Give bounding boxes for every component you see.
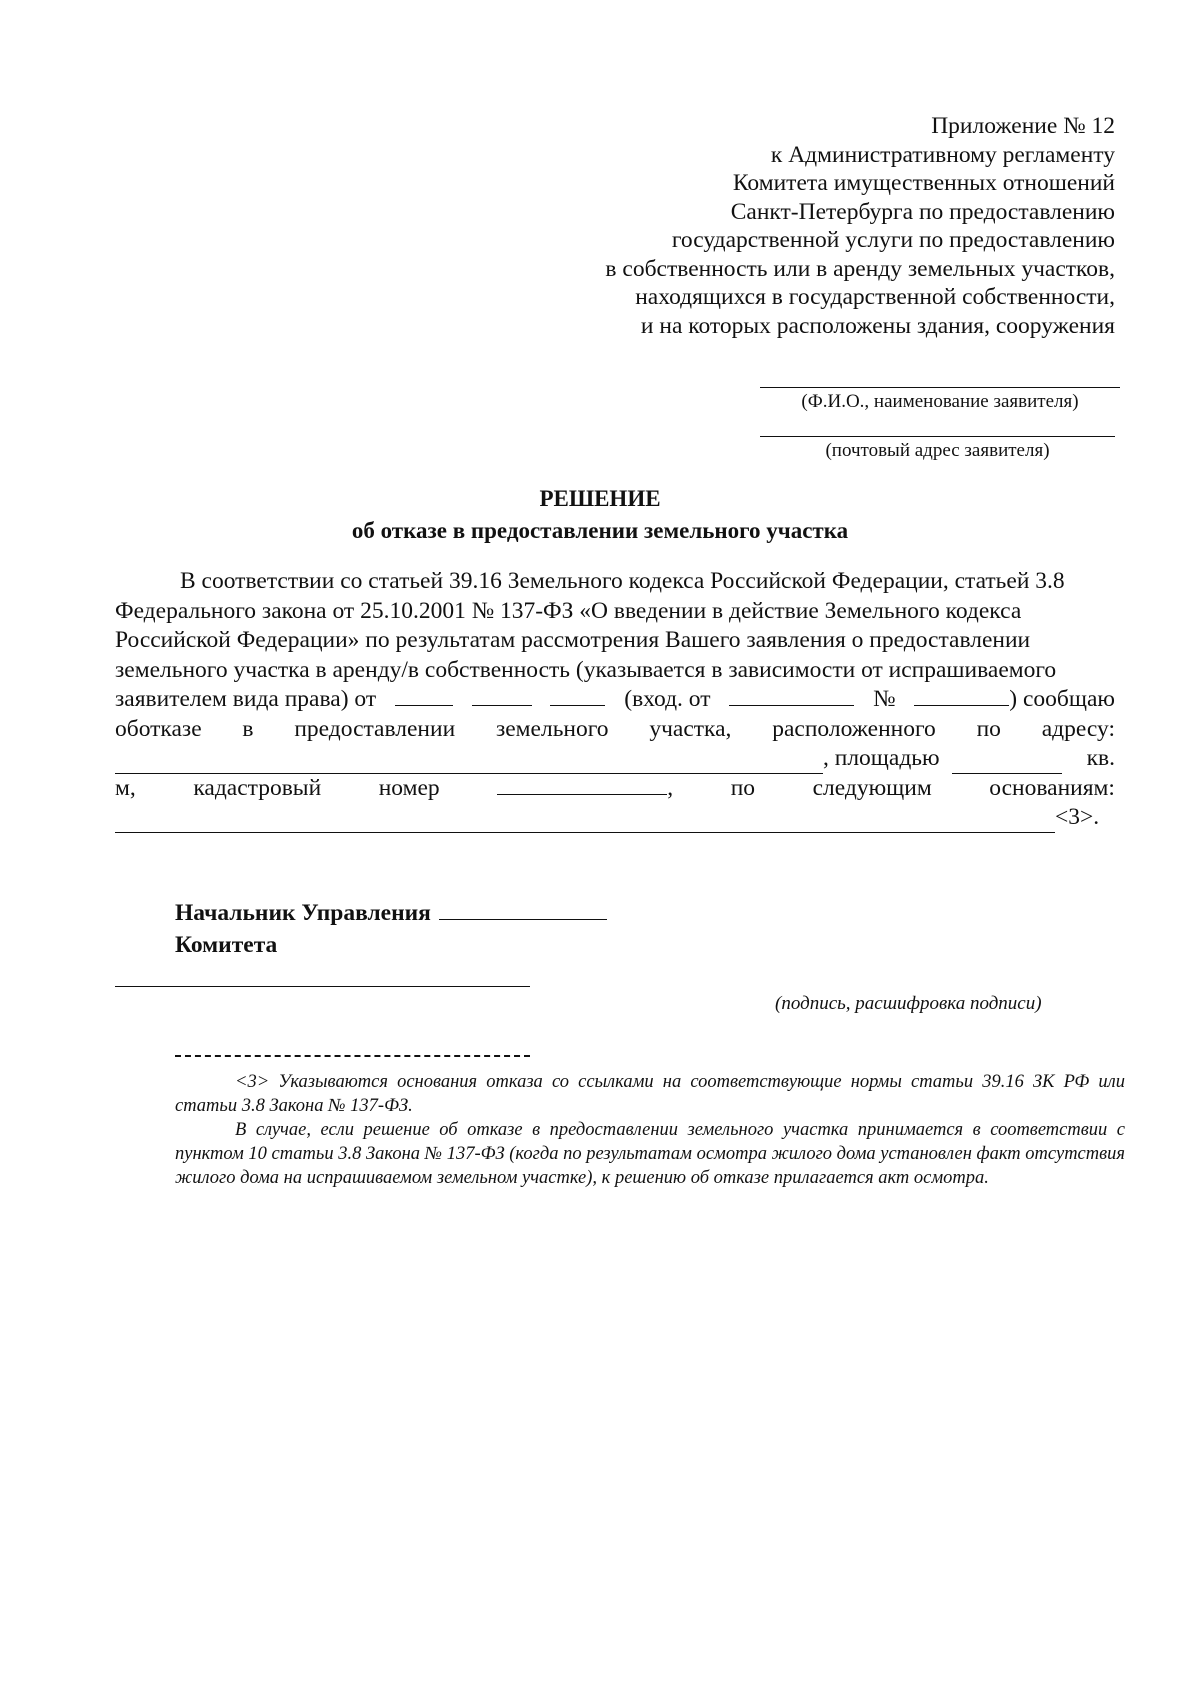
body-line: Российской Федерации» по результатам рассмотрения Вашего заявления о предоставлении	[115, 627, 1031, 653]
decision-body	[115, 567, 1115, 833]
body-word: адресу:	[1041, 715, 1115, 742]
area-blank	[952, 753, 1062, 774]
body-line-request-date	[115, 685, 1115, 715]
body-word: следующим	[812, 774, 932, 801]
body-word: кадастровый	[193, 774, 322, 801]
appendix-header	[605, 112, 1115, 340]
incoming-number-blank	[914, 685, 1009, 706]
applicant-address-line	[760, 436, 1115, 437]
title-subheading: об отказе в предоставлении земельного участка	[351, 518, 849, 543]
body-line-cadastral	[115, 774, 1115, 804]
body-word: участка,	[649, 715, 732, 742]
body-text: (вход. от	[624, 686, 711, 712]
footnote-ref: <3>.	[1055, 804, 1100, 830]
title-heading: РЕШЕНИЕ	[539, 486, 661, 511]
applicant-name-field	[760, 387, 1120, 413]
header-line: Комитета имущественных отношений	[732, 170, 1115, 196]
address-blank	[115, 753, 823, 774]
header-line: Приложение № 12	[931, 113, 1115, 139]
signature-blank	[439, 897, 607, 920]
header-line: и на которых расположены здания, сооружения	[640, 312, 1115, 339]
body-word: номер	[378, 774, 440, 801]
body-word: в	[242, 715, 254, 742]
body-word: основаниям:	[989, 774, 1115, 801]
header-line: государственной услуги по предоставлению	[671, 227, 1115, 253]
body-word: по	[976, 715, 1001, 742]
document-title	[0, 483, 1200, 547]
footnote-2: В случае, если решение об отказе в предоставлении земельного участка принимается в соответствии с пунктом 10 статьи 3.8 Закона № 137-ФЗ (когда по результатам осмотра жилого дома установлен факт отсутствия жилого дома на испрашиваемом земельном участке), к решению об отказе прилагается акт осмотра.	[175, 1120, 1126, 1188]
body-line-grounds	[115, 803, 1115, 833]
header-line: находящихся в государственной собственности,	[635, 284, 1115, 310]
body-line: земельного участка в аренду/в собственность (указывается в зависимости от испрашиваемого	[115, 656, 1057, 683]
body-word: по	[730, 774, 756, 801]
footnotes	[175, 1070, 1125, 1190]
date-day-blank	[395, 685, 453, 706]
signer-title: Начальник Управления	[175, 900, 431, 926]
cadastral-number-blank	[497, 774, 667, 795]
date-month-blank	[472, 685, 532, 706]
signer-organization: Комитета	[175, 932, 278, 958]
body-line-area	[115, 744, 1115, 774]
body-word: расположенного	[772, 715, 936, 742]
date-year-blank	[550, 685, 605, 706]
applicant-address-caption: (почтовый адрес заявителя)	[825, 440, 1050, 461]
applicant-name-line	[760, 387, 1120, 388]
footnote-separator	[175, 1055, 530, 1057]
body-word: предоставлении	[294, 715, 456, 742]
body-text: ,	[667, 774, 674, 801]
body-text: ) сообщаю	[1009, 686, 1115, 712]
body-text: кв.	[1086, 745, 1115, 771]
body-text: заявителем вида права) от	[115, 686, 377, 712]
signature-line	[115, 986, 530, 987]
body-text: , площадью	[823, 745, 940, 771]
body-word: м,	[115, 774, 136, 801]
applicant-name-caption: (Ф.И.О., наименование заявителя)	[801, 391, 1079, 412]
body-line: Федерального закона от 25.10.2001 № 137-ФЗ «О введении в действие Земельного кодекса	[115, 597, 1022, 624]
footnote-1: <3> Указываются основания отказа со ссылками на соответствующие нормы статьи 39.16 ЗК РФ или статьи 3.8 Закона № 137-ФЗ.	[175, 1072, 1125, 1116]
body-word: земельного	[495, 715, 609, 742]
incoming-date-blank	[729, 685, 854, 706]
body-text: №	[873, 686, 896, 712]
signature-caption: (подпись, расшифровка подписи)	[775, 993, 1042, 1014]
header-line: в собственность или в аренду земельных участков,	[605, 255, 1115, 282]
body-line-address	[115, 715, 1115, 745]
body-line: В соответствии со статьей 39.16 Земельного кодекса Российской Федерации, статьей 3.8	[180, 568, 1065, 594]
body-word: оботказе	[115, 715, 202, 742]
grounds-blank	[115, 812, 1055, 833]
header-line: к Административному регламенту	[770, 141, 1115, 168]
header-line: Санкт-Петербурга по предоставлению	[730, 198, 1115, 225]
applicant-address-field	[760, 436, 1115, 462]
signer-block	[175, 897, 607, 961]
